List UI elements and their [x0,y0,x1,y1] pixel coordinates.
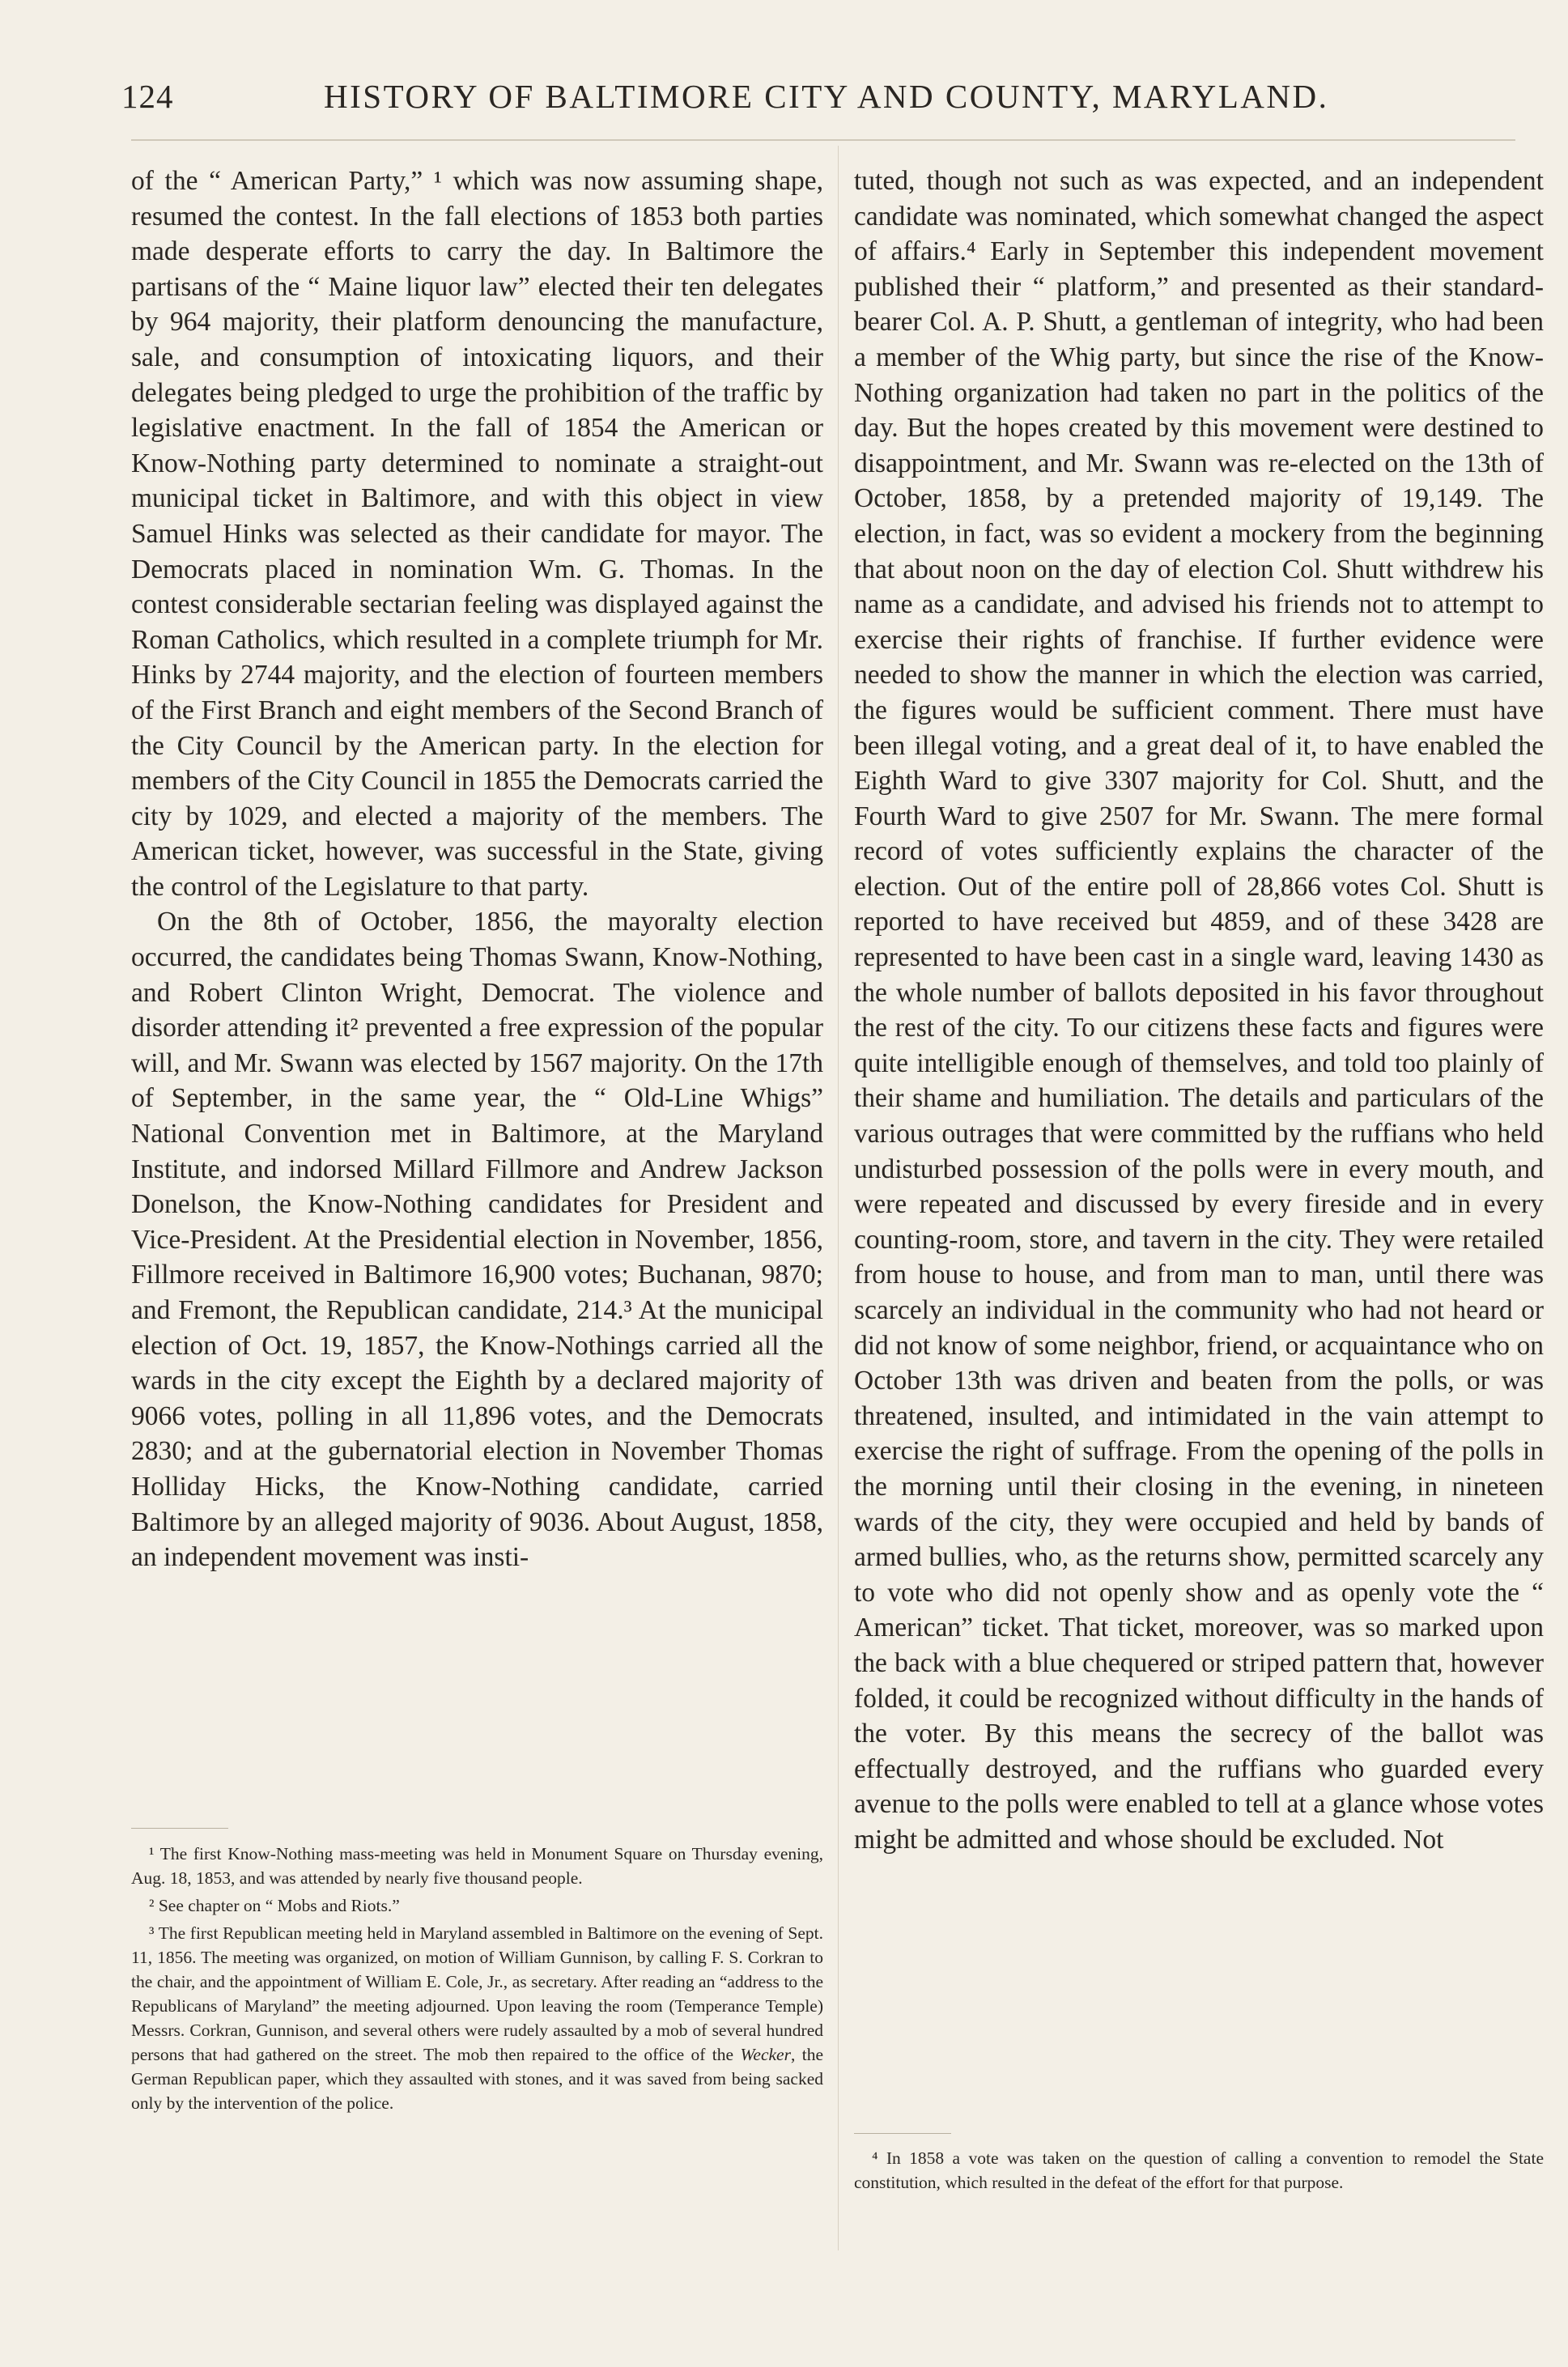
right-paragraph-1: tuted, though not such as was expected, and an independent candidate was nominated, which somewhat changed the aspect of affairs.⁴ Early in September this independent movement published their “ platform,” and presented as their standard-bearer Col. A. P. Shutt, a gentleman of integrity, who had been a member of the Whig party, but since the rise of the Know-Nothing organization had taken no part in the politics of the day. But the hopes created by this movement were destined to disappointment, and Mr. Swann was re-elected on the 13th of October, 1858, by a pretended majority of 19,149. The election, in fact, was so evident a mockery from the beginning that about noon on the day of election Col. Shutt withdrew his name as a candidate, and advised his friends not to attempt to exercise their rights of franchise. If further evidence were needed to show the manner in which the election was carried, the figures would be sufficient comment. There must have been illegal voting, and a great deal of it, to have enabled the Eighth Ward to give 3307 majority for Col. Shutt, and the Fourth Ward to give 2507 for Mr. Swann. The mere formal record of votes sufficiently explains the character of the election. Out of the entire poll of 28,866 votes Col. Shutt is reported to have received but 4859, and of these 3428 are represented to have been cast in a single ward, leaving 1430 as the whole number of ballots deposited in his favor throughout the rest of the city. To our citizens these facts and figures were quite intelligible enough of themselves, and told too plainly of their shame and humiliation. The details and particulars of the various outrages that were committed by the ruffians who held undisturbed possession of the polls were in every mouth, and were repeated and discussed by every fireside and in every counting-room, store, and tavern in the city. They were retailed from house to house, and from man to man, until there was scarcely an individual in the community who had not heard or did not know of some neighbor, friend, or acquaintance who on October 13th was driven and beaten from the polls, or was threatened, insulted, and intimidated in the vain attempt to exercise the right of suffrage. From the opening of the polls in the morning until their closing in the evening, in nineteen wards of the city, they were occupied and held by bands of armed bullies, who, as the returns show, permitted scarcely any to vote who did not openly show and as openly vote the “ American” ticket. That ticket, moreover, was so marked upon the back with a blue chequered or striped pattern that, however folded, it could be recognized without difficulty in the hands of the voter. By this means the secrecy of the ballot was effectually destroyed, and the ruffians who guarded every avenue to the polls were enabled to tell at a glance whose votes might be admitted and whose should be excluded. Not [854,166,1544,1855]
footnote-3-newspaper-name: Wecker [740,2045,791,2064]
header-divider [131,139,1515,141]
column-divider [838,146,839,2250]
footnote-3 [131,1921,823,2115]
page-number: 124 [121,78,174,115]
page-header [121,77,1441,125]
left-footnotes [131,1842,823,2118]
right-column [854,164,1544,1858]
footnote-4: ⁴ In 1858 a vote was taken on the question of calling a convention to remodel the State constitution, which resulted in the defeat of the effort for that purpose. [854,2148,1544,2192]
left-paragraph-2: On the 8th of October, 1856, the mayoralty election occurred, the candidates being Thomas Swann, Know-Nothing, and Robert Clinton Wright, Democrat. The violence and disorder attending it² prevented a free expression of the popular will, and Mr. Swann was elected by 1567 majority. On the 17th of September, in the same year, the “ Old-Line Whigs” National Convention met in Baltimore, at the Maryland Institute, and indorsed Millard Fillmore and Andrew Jackson Donelson, the Know-Nothing candidates for President and Vice-President. At the Presidential election in November, 1856, Fillmore received in Baltimore 16,900 votes; Buchanan, 9870; and Fremont, the Republican candidate, 214.³ At the municipal election of Oct. 19, 1857, the Know-Nothings carried all the wards in the city except the Eighth by a declared majority of 9066 votes, polling in all 11,896 votes, and the Democrats 2830; and at the gubernatorial election in November Thomas Holliday Hicks, the Know-Nothing candidate, carried Baltimore by an alleged majority of 9036. About August, 1858, an independent movement was insti- [131,907,823,1573]
footnote-1: ¹ The first Know-Nothing mass-meeting was held in Monument Square on Thursday evening, Aug. 18, 1853, and was attended by nearly five thousand people. [131,1844,823,1888]
footnote-3-text-a: ³ The first Republican meeting held in Maryland assembled in Baltimore on the evening of Sept. 11, 1856. The meeting was organized, on motion of William Gunnison, by calling F. S. Corkran to the chair, and the appointment of William E. Cole, Jr., as secretary. After reading an “address to the Republicans of Maryland” the meeting adjourned. Upon leaving the room (Temperance Temple) Messrs. Corkran, Gunnison, and several others were rudely assaulted by a mob of several hundred persons that had gathered on the street. The mob then repaired to the office of the [131,1923,823,2064]
running-title: HISTORY OF BALTIMORE CITY AND COUNTY, MARYLAND. [324,78,1329,115]
left-column [131,164,823,1575]
left-paragraph-1: of the “ American Party,” ¹ which was now assuming shape, resumed the contest. In the fall elections of 1853 both parties made desperate efforts to carry the day. In Baltimore the partisans of the “ Maine liquor law” elected their ten delegates by 964 majority, their platform denouncing the manufacture, sale, and consumption of intoxicating liquors, and their delegates being pledged to urge the prohibition of the traffic by legislative enactment. In the fall of 1854 the American or Know-Nothing party determined to nominate a straight-out municipal ticket in Baltimore, and with this object in view Samuel Hinks was selected as their candidate for mayor. The Democrats placed in nomination Wm. G. Thomas. In the contest considerable sectarian feeling was displayed against the Roman Catholics, which resulted in a complete triumph for Mr. Hinks by 2744 majority, and the election of fourteen members of the First Branch and eight members of the Second Branch of the City Council by the American party. In the election for members of the City Council in 1855 the Democrats carried the city by 1029, and elected a majority of the members. The American ticket, however, was successful in the State, giving the control of the Legislature to that party. [131,166,823,902]
right-footnote-divider [854,2133,951,2134]
left-footnote-divider [131,1828,228,1829]
footnote-2: ² See chapter on “ Mobs and Riots.” [149,1896,400,1915]
right-footnotes [854,2146,1544,2198]
footnote-3-text-b: , the German Republican paper, which they assaulted with stones, and it was saved from being sacked only by the intervention of the police. [131,2045,823,2113]
